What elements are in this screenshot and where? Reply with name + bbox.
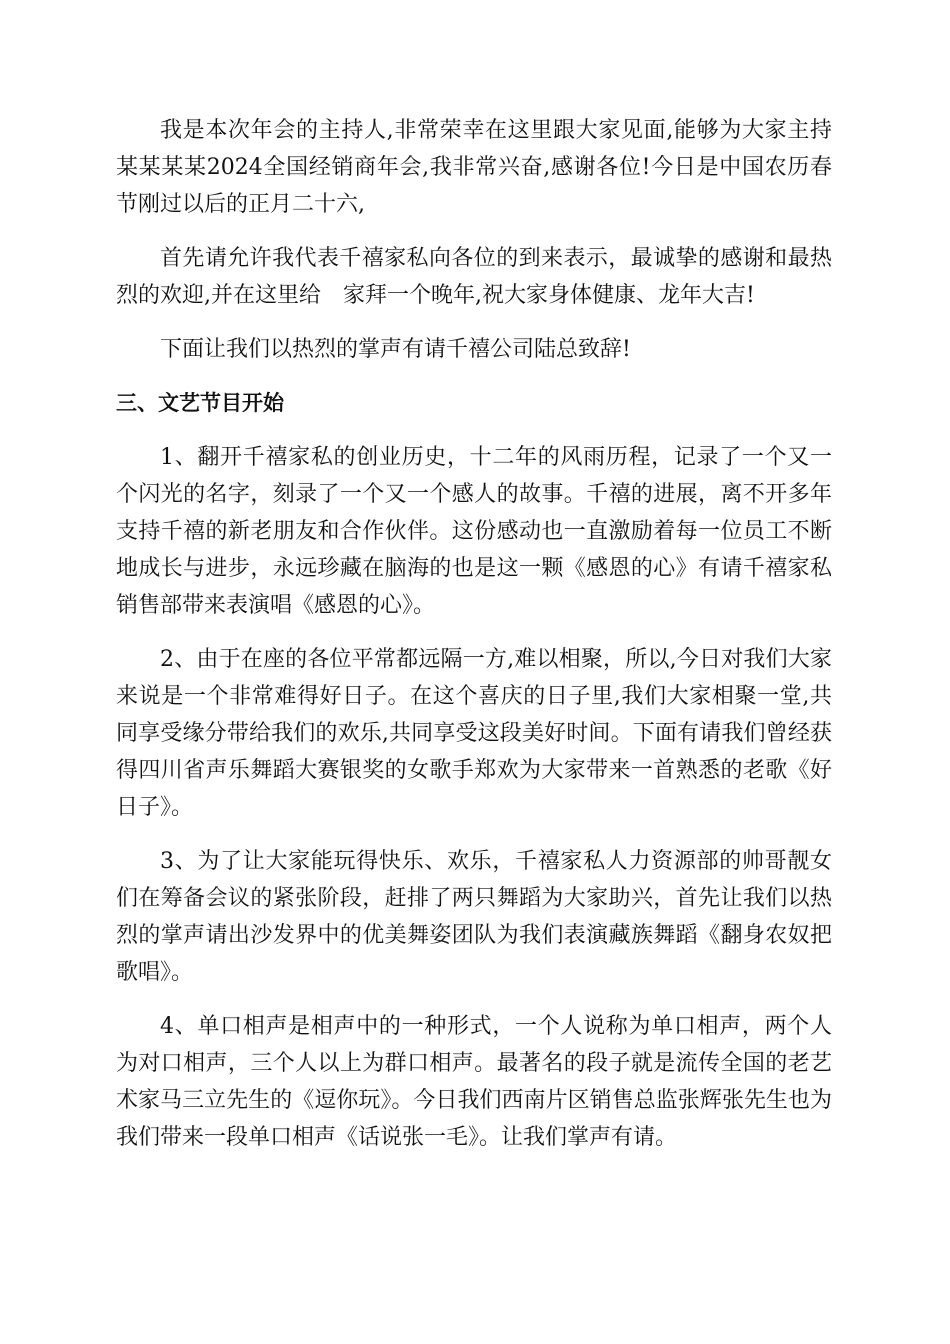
paragraph-invite-speech: 下面让我们以热烈的掌声有请千禧公司陆总致辞! xyxy=(160,337,631,362)
paragraph-program-4: 4、单口相声是相声中的一种形式，一个人说称为单口相声，两个人为对口相声，三个人以上为群口相声。最著名的段子就是流传全国的老艺术家马三立先生的《逗你玩》。今日我们西南片区销售总监张辉张先生也为我们带来一段单口相声《话说张一毛》。让我们掌声有请。 xyxy=(116,1014,832,1150)
paragraph-program-2: 2、由于在座的各位平常都远隔一方,难以相聚，所以,今日对我们大家来说是一个非常难得好日子。在这个喜庆的日子里,我们大家相聚一堂,共同享受缘分带给我们的欢乐,共同享受这段美好时间。下面有请我们曾经获得四川省声乐舞蹈大赛银奖的女歌手郑欢为大家带来一首熟悉的老歌《好日子》。 xyxy=(116,647,832,820)
paragraph-program-1: 1、翻开千禧家私的创业历史，十二年的风雨历程，记录了一个又一个闪光的名字，刻录了一个又一个感人的故事。千禧的进展，离不开多年支持千禧的新老朋友和合作伙伴。这份感动也一直激励着每一位员工不断地成长与进步，永远珍藏在脑海的也是这一颗《感恩的心》有请千禧家私销售部带来表演唱《感恩的心》。 xyxy=(116,445,832,618)
paragraph-welcome: 首先请允许我代表千禧家私向各位的到来表示，最诚挚的感谢和最热烈的欢迎,并在这里给 家拜一个晚年,祝大家身体健康、龙年大吉! xyxy=(116,246,832,308)
paragraph-program-3: 3、为了让大家能玩得快乐、欢乐，千禧家私人力资源部的帅哥靓女们在筹备会议的紧张阶段，赶排了两只舞蹈为大家助兴，首先让我们以热烈的掌声请出沙发界中的优美舞姿团队为我们表演藏族舞蹈《翻身农奴把歌唱》。 xyxy=(116,849,832,985)
section-heading: 三、文艺节目开始 xyxy=(116,391,284,415)
paragraph-host-intro: 我是本次年会的主持人,非常荣幸在这里跟大家见面,能够为大家主持某某某某2024全国经销商年会,我非常兴奋,感谢各位!今日是中国农历春节刚过以后的正月二十六, xyxy=(116,118,832,217)
document-body xyxy=(116,112,832,1173)
